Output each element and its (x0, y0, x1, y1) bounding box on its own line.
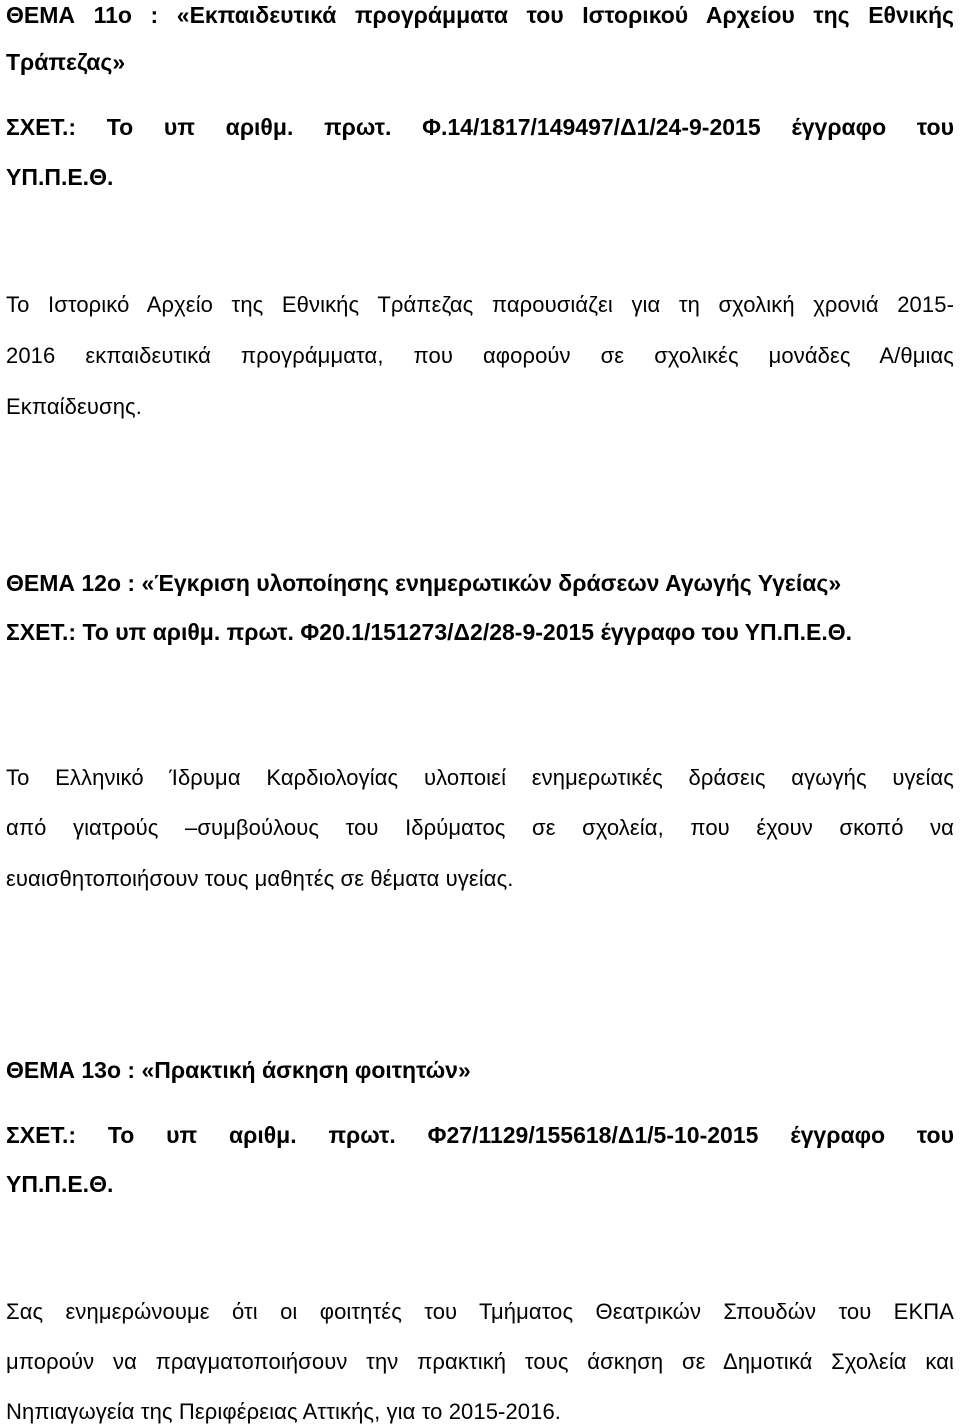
topic-11-heading-line-2: Τράπεζας» (6, 49, 126, 75)
topic-11-body-line-2: 2016 εκπαιδευτικά προγράμματα, που αφορούν σε σχολικές μονάδες Α/θμιας (6, 343, 954, 368)
topic-12-body-line-1: Το Ελληνικό Ίδρυμα Καρδιολογίας υλοποιεί ενημερωτικές δράσεις αγωγής υγείας (6, 765, 954, 790)
topic-13-reference-line-1: ΣΧΕΤ.: Το υπ αριθμ. πρωτ. Φ27/1129/155618/Δ1/5-10-2015 έγγραφο του (6, 1122, 954, 1148)
topic-11-heading-line-1: ΘΕΜΑ 11ο : «Εκπαιδευτικά προγράμματα του Ιστορικού Αρχείου της Εθνικής (6, 2, 954, 28)
topic-12-reference: ΣΧΕΤ.: Το υπ αριθμ. πρωτ. Φ20.1/151273/Δ2/28-9-2015 έγγραφο του ΥΠ.Π.Ε.Θ. (6, 619, 853, 645)
topic-13-body-line-1: Σας ενημερώνουμε ότι οι φοιτητές του Τμήματος Θεατρικών Σπουδών του ΕΚΠΑ (6, 1299, 954, 1324)
topic-11-reference-line-1: ΣΧΕΤ.: Το υπ αριθμ. πρωτ. Φ.14/1817/149497/Δ1/24-9-2015 έγγραφο του (6, 114, 954, 140)
topic-12-body-line-2: από γιατρούς –συμβούλους του Ιδρύματος σε σχολεία, που έχουν σκοπό να (6, 815, 954, 840)
topic-11-body-line-1: Το Ιστορικό Αρχείο της Εθνικής Τράπεζας παρουσιάζει για τη σχολική χρονιά 2015- (6, 292, 954, 317)
topic-11-reference-line-2: ΥΠ.Π.Ε.Θ. (6, 164, 114, 190)
topic-13-reference-line-2: ΥΠ.Π.Ε.Θ. (6, 1171, 114, 1197)
topic-13-heading: ΘΕΜΑ 13ο : «Πρακτική άσκηση φοιτητών» (6, 1057, 471, 1083)
topic-12-body-line-3: ευαισθητοποιήσουν τους μαθητές σε θέματα υγείας. (6, 866, 514, 891)
topic-13-body-line-2: μπορούν να πραγματοποιήσουν την πρακτική τους άσκηση σε Δημοτικά Σχολεία και (6, 1349, 954, 1374)
topic-13-body-line-3: Νηπιαγωγεία της Περιφέρειας Αττικής, για το 2015-2016. (6, 1399, 562, 1424)
topic-12-heading: ΘΕΜΑ 12ο : «Έγκριση υλοποίησης ενημερωτικών δράσεων Αγωγής Υγείας» (6, 570, 842, 596)
topic-11-body-line-3: Εκπαίδευσης. (6, 394, 142, 419)
